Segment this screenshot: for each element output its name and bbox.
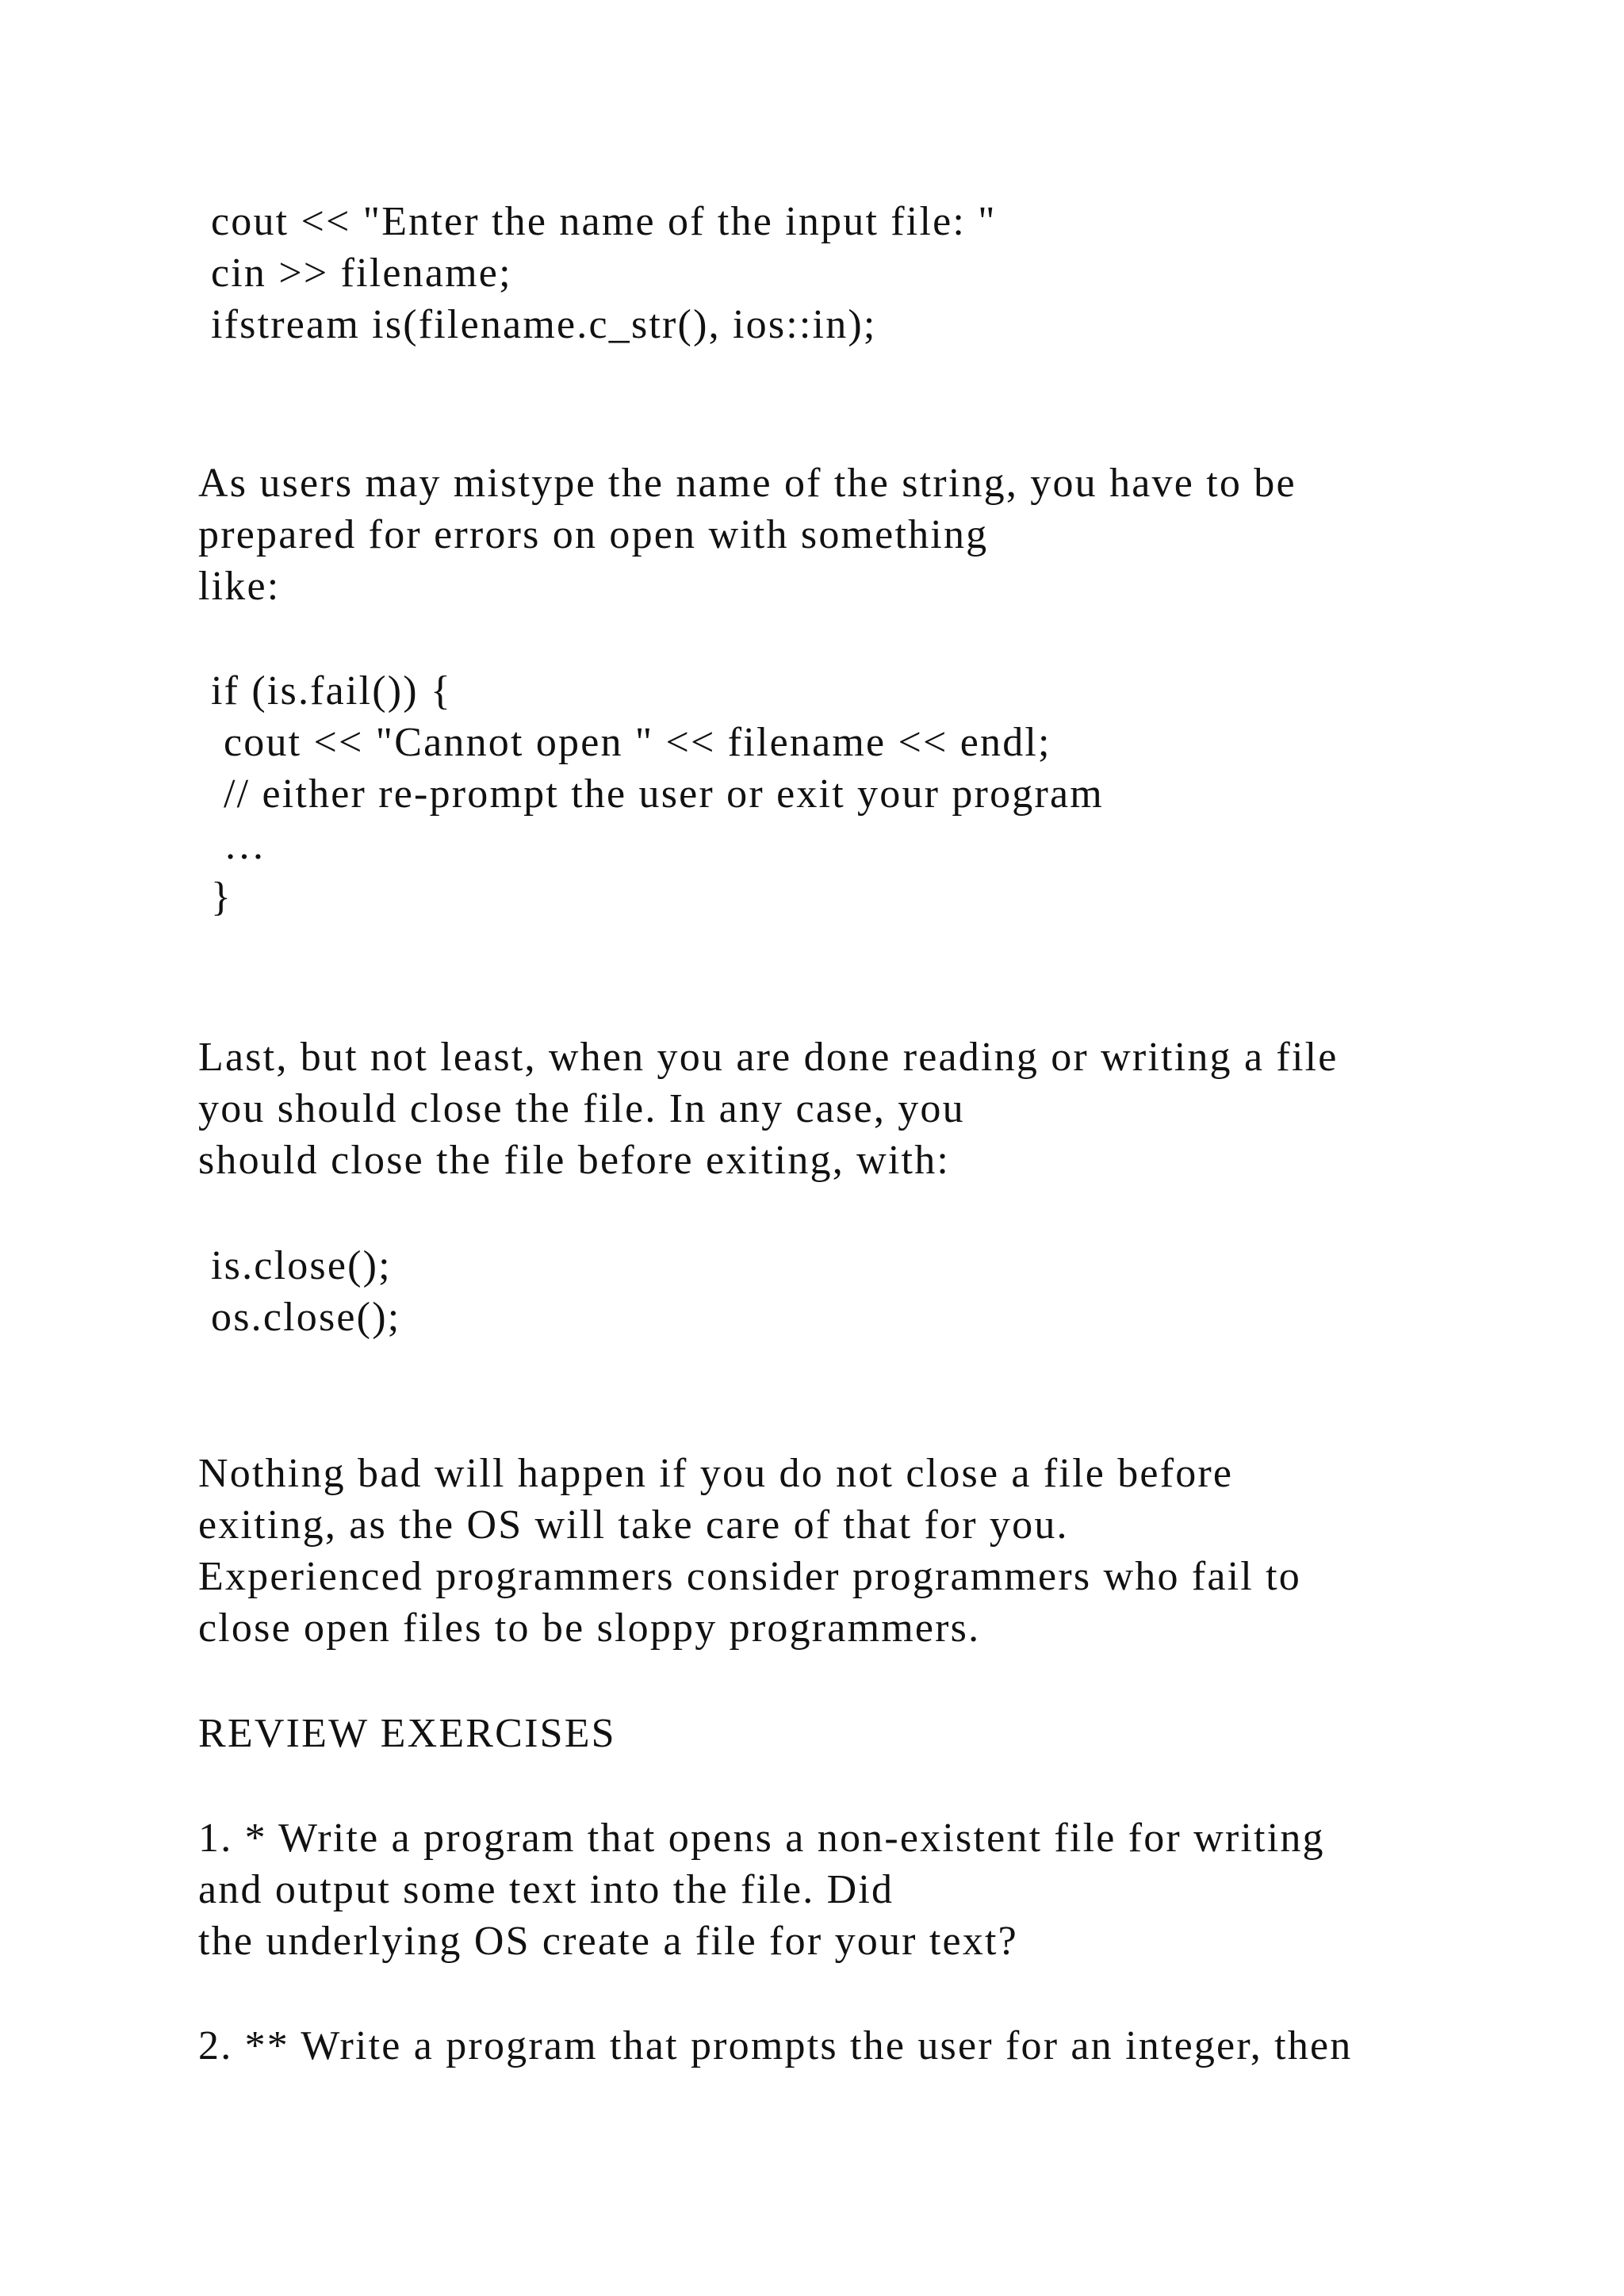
paragraph-line: Last, but not least, when you are done reading or writing a file <box>198 1035 1339 1080</box>
code-line: } <box>211 874 233 920</box>
paragraph-line: Experienced programmers consider programmers who fail to <box>198 1554 1301 1599</box>
code-line: cin >> filename; <box>211 251 512 296</box>
code-line: ifstream is(filename.c_str(), ios::in); <box>211 302 877 347</box>
code-line: cout << "Enter the name of the input file: " <box>211 199 997 244</box>
code-ellipsis: … <box>224 823 267 868</box>
code-comment-line: // either re-prompt the user or exit your program <box>224 771 1104 817</box>
paragraph-line: you should close the file. In any case, you <box>198 1086 965 1131</box>
exercise-line: 2. ** Write a program that prompts the user for an integer, then <box>198 2023 1353 2068</box>
paragraph-line: like: <box>198 564 281 609</box>
paragraph-line: Nothing bad will happen if you do not close a file before <box>198 1451 1234 1496</box>
code-line: if (is.fail()) { <box>211 668 453 714</box>
code-line: os.close(); <box>211 1295 401 1340</box>
exercise-line: 1. * Write a program that opens a non-existent file for writing <box>198 1816 1325 1861</box>
paragraph-line: prepared for errors on open with something <box>198 512 989 557</box>
section-heading: REVIEW EXERCISES <box>198 1711 616 1756</box>
code-line: cout << "Cannot open " << filename << endl; <box>224 720 1051 765</box>
paragraph-line: close open files to be sloppy programmers. <box>198 1605 981 1651</box>
code-line: is.close(); <box>211 1243 392 1288</box>
paragraph-line: As users may mistype the name of the string, you have to be <box>198 461 1297 506</box>
paragraph-line: exiting, as the OS will take care of that for you. <box>198 1502 1069 1548</box>
paragraph-line: should close the file before exiting, with: <box>198 1138 951 1183</box>
exercise-line: the underlying OS create a file for your text? <box>198 1919 1018 1964</box>
exercise-line: and output some text into the file. Did <box>198 1867 894 1912</box>
